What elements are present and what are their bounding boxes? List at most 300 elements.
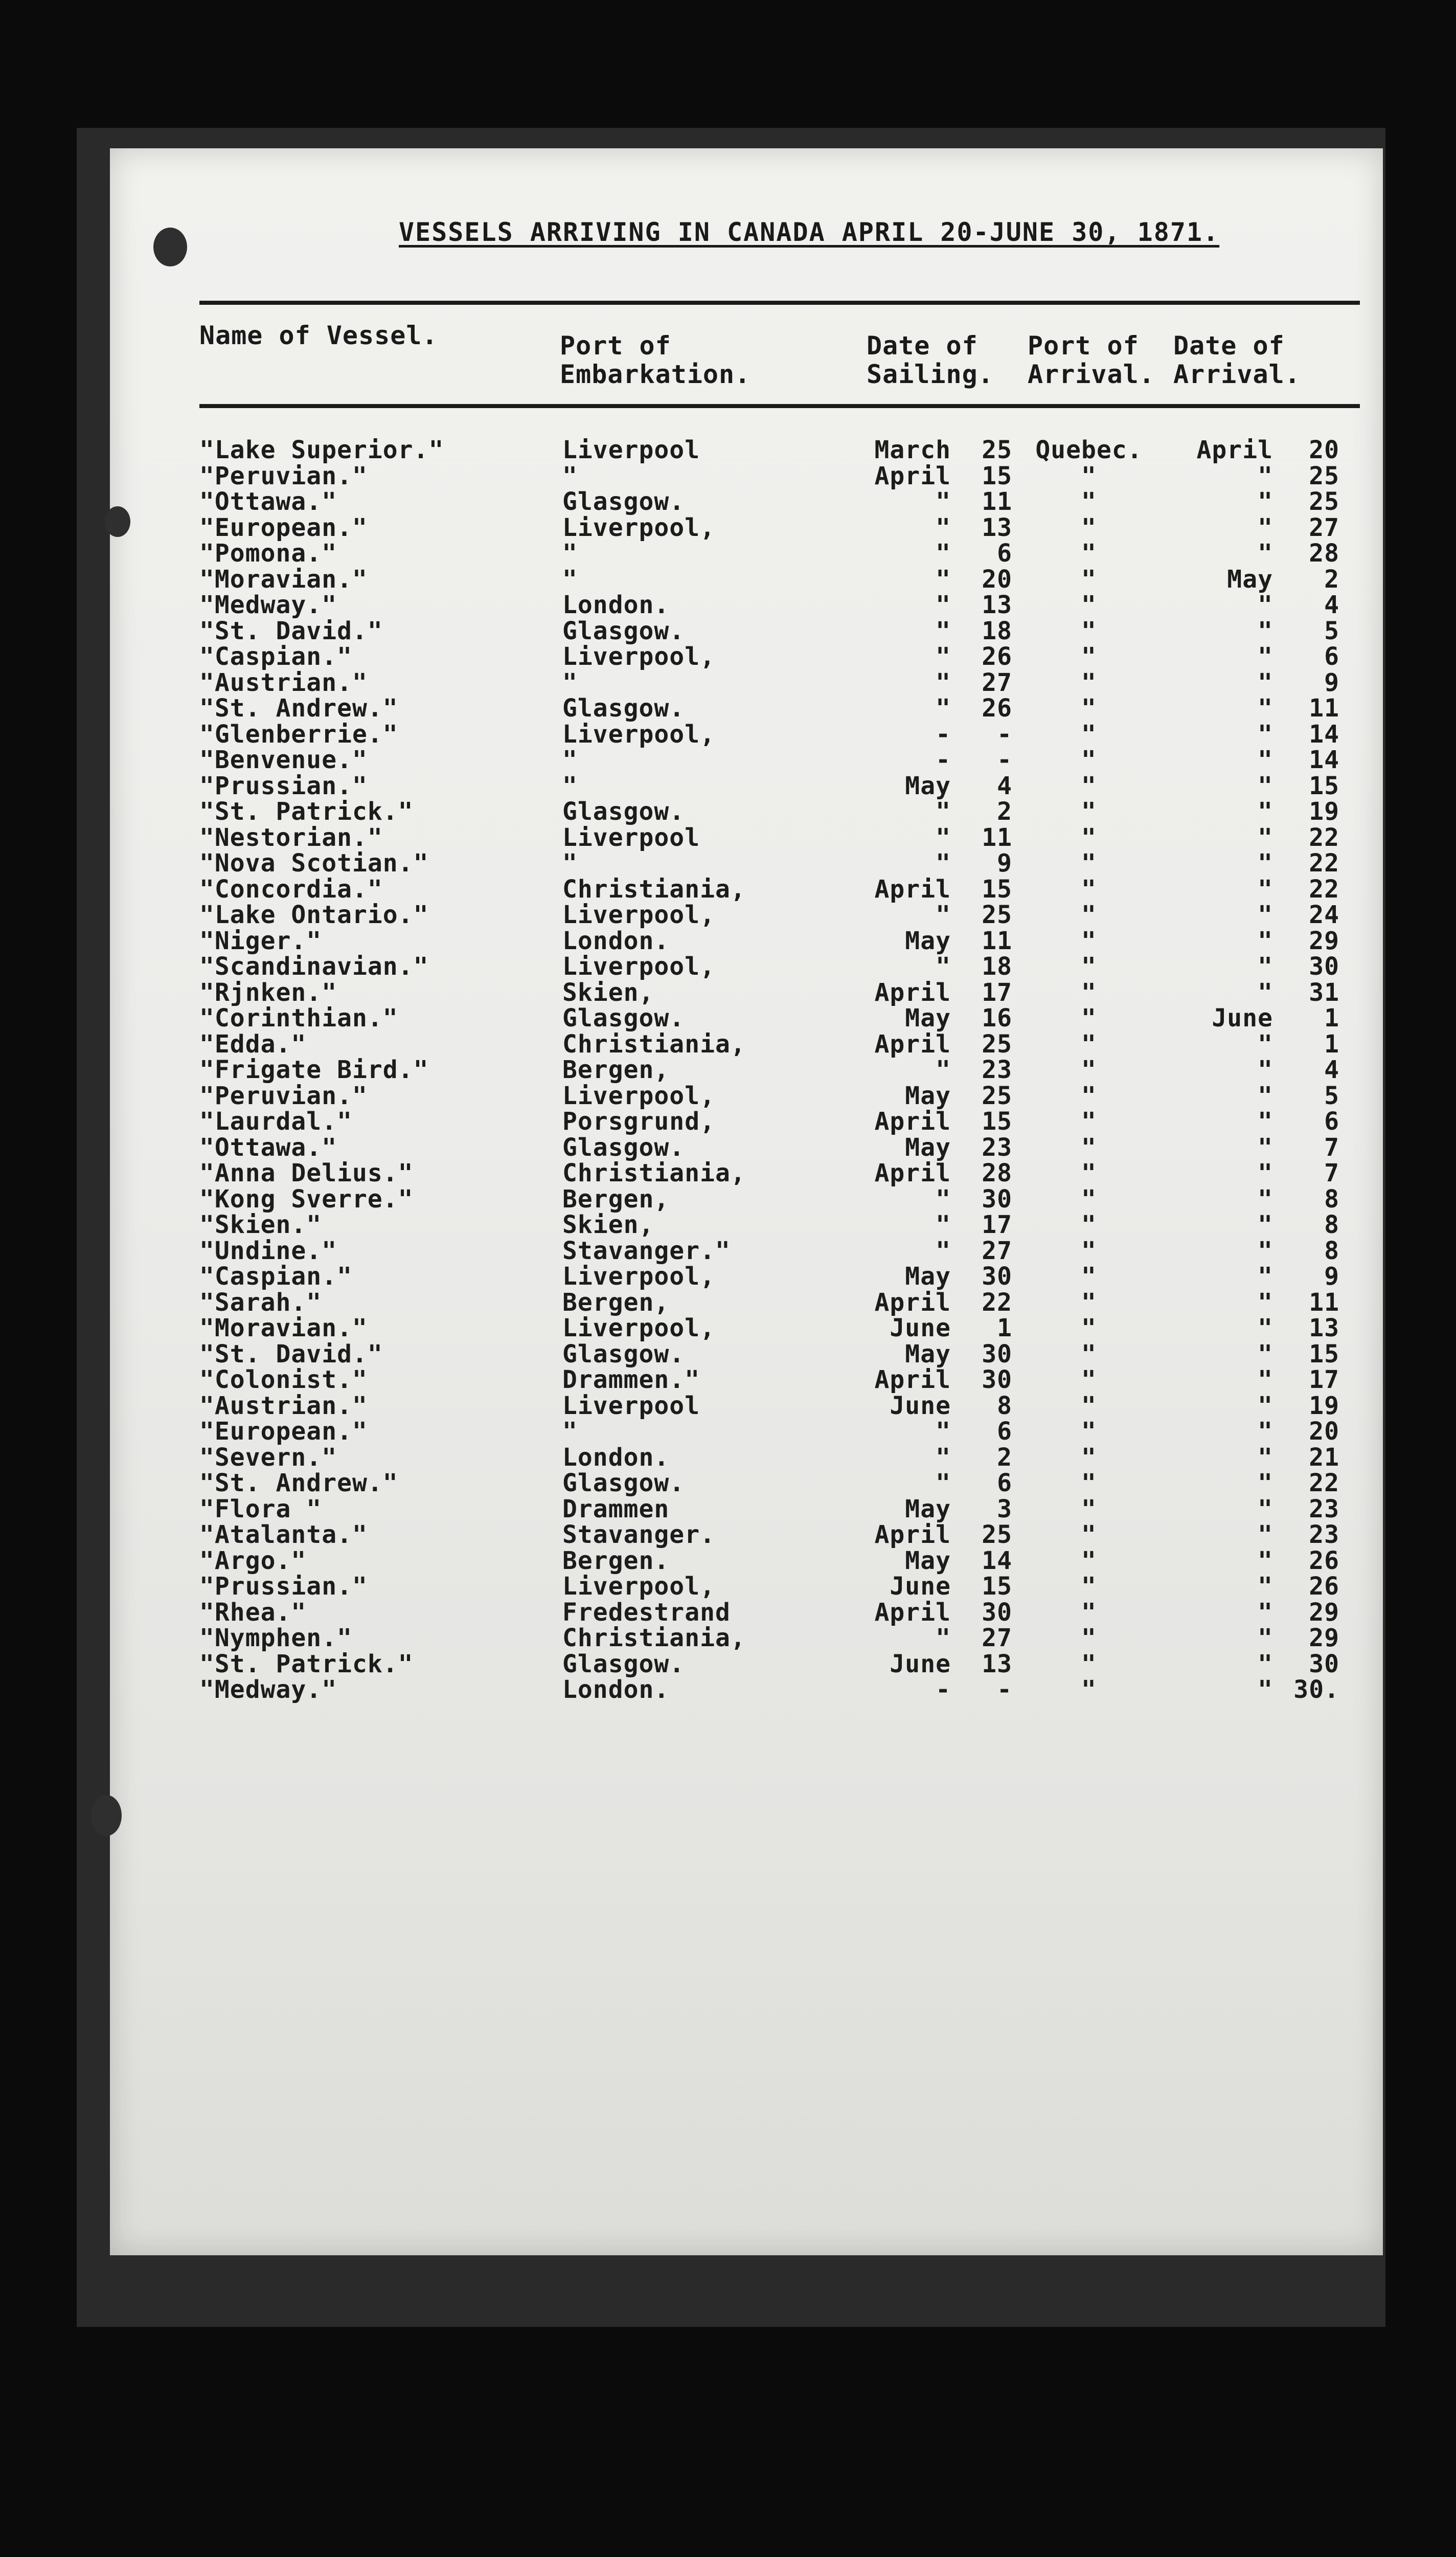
vessel-name: "Frigate Bird." (199, 1056, 429, 1084)
table-row (0, 1290, 1456, 1316)
arrival-port: " (1081, 1004, 1097, 1033)
document-title: VESSELS ARRIVING IN CANADA APRIL 20-JUNE 30, 1871. (399, 217, 1220, 247)
vessel-name: "St. Patrick." (199, 797, 414, 826)
arrival-day: 26 (1309, 1572, 1339, 1601)
arrival-day: 23 (1309, 1520, 1339, 1549)
arrival-port: " (1081, 1546, 1097, 1575)
binder-hole-icon (91, 1795, 122, 1836)
table-row (0, 592, 1456, 618)
vessel-name: "Colonist." (199, 1365, 368, 1394)
embarkation-port: Liverpool (562, 823, 700, 852)
arrival-month: " (1258, 1029, 1273, 1059)
arrival-month: " (1258, 771, 1273, 800)
sailing-day: 27 (982, 668, 1012, 697)
sailing-day: 4 (997, 771, 1012, 800)
table-row (0, 1160, 1456, 1186)
arrival-month: " (1258, 926, 1273, 955)
arrival-month: " (1258, 1056, 1273, 1084)
embarkation-port: Bergen, (562, 1288, 670, 1317)
arrival-month: " (1258, 642, 1273, 671)
arrival-month: " (1258, 746, 1273, 774)
sailing-month: May (905, 1494, 951, 1523)
arrival-day: 13 (1309, 1314, 1339, 1342)
embarkation-port: Glasgow. (562, 694, 685, 723)
arrival-month: " (1258, 1494, 1273, 1523)
sailing-month: April (874, 1029, 951, 1059)
arrival-month: " (1258, 1546, 1273, 1575)
sailing-day: 18 (982, 616, 1012, 645)
arrival-day: 2 (1324, 565, 1339, 594)
arrival-port: " (1081, 978, 1097, 1007)
arrival-month: " (1258, 1520, 1273, 1549)
table-row (0, 954, 1456, 980)
vessel-name: "European." (199, 1417, 368, 1446)
embarkation-port: Christiania, (562, 874, 746, 904)
embarkation-port: Glasgow. (562, 797, 685, 826)
table-row (0, 825, 1456, 851)
vessel-name: "Laurdal." (199, 1107, 352, 1136)
vessel-name: "Nymphen." (199, 1624, 352, 1652)
table-row (0, 437, 1456, 463)
embarkation-port: Christiania, (562, 1159, 746, 1187)
sailing-month: April (874, 461, 951, 490)
embarkation-port: Skien, (562, 978, 654, 1007)
table-row (0, 747, 1456, 773)
sailing-day: 13 (982, 1649, 1012, 1678)
vessel-name: "St. Patrick." (199, 1649, 414, 1678)
arrival-port: " (1081, 901, 1097, 929)
vessel-name: "Moravian." (199, 565, 368, 594)
sailing-day: 3 (997, 1494, 1012, 1523)
sailing-day: 26 (982, 694, 1012, 723)
table-row (0, 1057, 1456, 1083)
sailing-day: 15 (982, 1107, 1012, 1136)
sailing-day: 15 (982, 461, 1012, 490)
sailing-month: June (890, 1391, 951, 1420)
arrival-day: 22 (1309, 1469, 1339, 1497)
arrival-month: " (1258, 1133, 1273, 1162)
arrival-month: " (1258, 1443, 1273, 1472)
table-row (0, 1548, 1456, 1574)
arrival-port: " (1081, 1314, 1097, 1342)
embarkation-port: Liverpool (562, 436, 700, 464)
vessel-name: "Nova Scotian." (199, 849, 429, 878)
table-row (0, 1212, 1456, 1238)
sailing-month: " (936, 823, 951, 852)
sailing-day: 25 (982, 1520, 1012, 1549)
arrival-month: " (1258, 1624, 1273, 1652)
arrival-port: " (1081, 720, 1097, 749)
vessel-name: "Medway." (199, 1675, 337, 1704)
vessel-name: "Undine." (199, 1236, 337, 1265)
sailing-month: - (936, 1675, 951, 1704)
arrival-month: " (1258, 1391, 1273, 1420)
sailing-day: 18 (982, 952, 1012, 981)
embarkation-port: Christiania, (562, 1029, 746, 1059)
arrival-month: " (1258, 1339, 1273, 1369)
arrival-port: " (1081, 1391, 1097, 1420)
sailing-day: 25 (982, 1029, 1012, 1059)
sailing-month: - (936, 720, 951, 749)
header-top-rule (199, 301, 1360, 305)
sailing-month: " (936, 901, 951, 929)
sailing-day: 23 (982, 1056, 1012, 1084)
sailing-month: April (874, 978, 951, 1007)
sailing-month: June (890, 1572, 951, 1601)
vessel-name: "Kong Sverre." (199, 1184, 414, 1214)
table-row (0, 1522, 1456, 1548)
arrival-port: " (1081, 874, 1097, 904)
arrival-month: " (1258, 797, 1273, 826)
header-date-of-arrival: Date of Arrival. (1173, 331, 1301, 389)
arrival-month: " (1258, 461, 1273, 490)
arrival-month: " (1258, 1159, 1273, 1187)
embarkation-port: Bergen, (562, 1184, 670, 1214)
arrival-day: 4 (1324, 591, 1339, 619)
arrival-month: April (1196, 436, 1273, 464)
sailing-day: 11 (982, 823, 1012, 852)
arrival-month: " (1258, 513, 1273, 542)
sailing-day: 13 (982, 513, 1012, 542)
embarkation-port: Glasgow. (562, 1469, 685, 1497)
sailing-day: 20 (982, 565, 1012, 594)
arrival-day: 30 (1309, 952, 1339, 981)
sailing-day: 15 (982, 1572, 1012, 1601)
embarkation-port: Bergen, (562, 1056, 670, 1084)
sailing-month: June (890, 1649, 951, 1678)
embarkation-port: " (562, 849, 578, 878)
arrival-port: " (1081, 823, 1097, 852)
vessel-name: "Peruvian." (199, 1081, 368, 1110)
arrival-day: 29 (1309, 1598, 1339, 1627)
embarkation-port: " (562, 539, 578, 568)
vessel-name: "Rhea." (199, 1598, 307, 1627)
table-row (0, 1135, 1456, 1161)
arrival-port: " (1081, 616, 1097, 645)
arrival-day: 8 (1324, 1236, 1339, 1265)
sailing-month: " (936, 539, 951, 568)
arrival-month: " (1258, 1288, 1273, 1317)
sailing-month: " (936, 1236, 951, 1265)
arrival-month: " (1258, 720, 1273, 749)
sailing-month: " (936, 952, 951, 981)
vessel-name: "Rjnken." (199, 978, 337, 1007)
sailing-day: 15 (982, 874, 1012, 904)
arrival-day: 9 (1324, 1262, 1339, 1291)
sailing-day: 6 (997, 1469, 1012, 1497)
arrival-day: 19 (1309, 797, 1339, 826)
embarkation-port: Bergen. (562, 1546, 670, 1575)
table-row (0, 1496, 1456, 1522)
embarkation-port: Liverpool, (562, 1572, 715, 1601)
arrival-port: " (1081, 1365, 1097, 1394)
arrival-port: " (1081, 952, 1097, 981)
sailing-day: 30 (982, 1184, 1012, 1214)
sailing-day: 17 (982, 978, 1012, 1007)
embarkation-port: Stavanger. (562, 1520, 715, 1549)
vessel-name: "Corinthian." (199, 1004, 398, 1033)
sailing-month: " (936, 1469, 951, 1497)
sailing-day: 30 (982, 1365, 1012, 1394)
vessel-name: "Concordia." (199, 874, 383, 904)
embarkation-port: " (562, 668, 578, 697)
arrival-month: " (1258, 823, 1273, 852)
sailing-month: April (874, 1365, 951, 1394)
arrival-month: " (1258, 1210, 1273, 1239)
table-row (0, 1031, 1456, 1058)
arrival-port: " (1081, 1288, 1097, 1317)
arrival-port: " (1081, 487, 1097, 516)
table-row (0, 1677, 1456, 1703)
vessel-name: "Prussian." (199, 771, 368, 800)
embarkation-port: Christiania, (562, 1624, 746, 1652)
arrival-month: " (1258, 1262, 1273, 1291)
sailing-month: " (936, 1417, 951, 1446)
table-row (0, 670, 1456, 696)
table-row (0, 1109, 1456, 1135)
arrival-port: " (1081, 1469, 1097, 1497)
table-row (0, 1393, 1456, 1419)
sailing-month: March (874, 436, 951, 464)
sailing-day: 14 (982, 1546, 1012, 1575)
header-date-of-sailing: Date of Sailing. (867, 331, 994, 389)
arrival-port: " (1081, 1339, 1097, 1369)
embarkation-port: Drammen." (562, 1365, 700, 1394)
table-row (0, 722, 1456, 748)
arrival-day: 8 (1324, 1184, 1339, 1214)
arrival-port: " (1081, 849, 1097, 878)
arrival-day: 22 (1309, 874, 1339, 904)
vessel-name: "Edda." (199, 1029, 307, 1059)
arrival-port: " (1081, 1520, 1097, 1549)
embarkation-port: Liverpool, (562, 642, 715, 671)
sailing-month: " (936, 849, 951, 878)
table-row (0, 515, 1456, 541)
sailing-month: April (874, 1598, 951, 1627)
arrival-port: " (1081, 1159, 1097, 1187)
table-row (0, 773, 1456, 799)
arrival-port: " (1081, 1236, 1097, 1265)
header-name-of-vessel: Name of Vessel. (199, 321, 438, 350)
arrival-day: 27 (1309, 513, 1339, 542)
table-row (0, 799, 1456, 825)
arrival-month: " (1258, 1184, 1273, 1214)
embarkation-port: London. (562, 591, 670, 619)
embarkation-port: Liverpool, (562, 720, 715, 749)
sailing-month: April (874, 1520, 951, 1549)
arrival-port: " (1081, 1107, 1097, 1136)
binder-hole-icon (153, 228, 187, 266)
arrival-day: 29 (1309, 926, 1339, 955)
sailing-day: - (997, 720, 1012, 749)
arrival-day: 6 (1324, 1107, 1339, 1136)
vessel-name: "Prussian." (199, 1572, 368, 1601)
sailing-month: April (874, 1159, 951, 1187)
arrival-port: Quebec. (1035, 436, 1143, 464)
vessel-name: "St. Andrew." (199, 1469, 398, 1497)
table-row (0, 928, 1456, 954)
arrival-port: " (1081, 1081, 1097, 1110)
arrival-month: " (1258, 874, 1273, 904)
arrival-day: 30 (1309, 1649, 1339, 1678)
arrival-port: " (1081, 1184, 1097, 1214)
arrival-port: " (1081, 1675, 1097, 1704)
arrival-day: 11 (1309, 694, 1339, 723)
sailing-month: " (936, 668, 951, 697)
sailing-month: May (905, 926, 951, 955)
sailing-day: 9 (997, 849, 1012, 878)
table-row (0, 618, 1456, 644)
arrival-month: " (1258, 1236, 1273, 1265)
arrival-month: " (1258, 487, 1273, 516)
embarkation-port: London. (562, 926, 670, 955)
arrival-day: 29 (1309, 1624, 1339, 1652)
sailing-day: - (997, 746, 1012, 774)
table-row (0, 644, 1456, 670)
sailing-month: May (905, 1546, 951, 1575)
arrival-port: " (1081, 461, 1097, 490)
table-row (0, 489, 1456, 515)
arrival-port: " (1081, 1443, 1097, 1472)
arrival-day: 20 (1309, 1417, 1339, 1446)
table-row (0, 874, 1456, 904)
sailing-month: " (936, 642, 951, 671)
vessel-name: "Skien." (199, 1210, 322, 1239)
embarkation-port: Liverpool (562, 1391, 700, 1420)
arrival-day: 8 (1324, 1210, 1339, 1239)
arrival-month: " (1258, 952, 1273, 981)
table-row (0, 902, 1456, 928)
embarkation-port: Liverpool, (562, 1314, 715, 1342)
embarkation-port: Glasgow. (562, 1133, 685, 1162)
sailing-day: 26 (982, 642, 1012, 671)
arrival-port: " (1081, 1133, 1097, 1162)
arrival-port: " (1081, 1624, 1097, 1652)
embarkation-port: Porsgrund, (562, 1107, 715, 1136)
embarkation-port: Glasgow. (562, 1649, 685, 1678)
embarkation-port: " (562, 461, 578, 490)
sailing-month: " (936, 616, 951, 645)
vessel-name: "Pomona." (199, 539, 337, 568)
sailing-day: 27 (982, 1624, 1012, 1652)
arrival-port: " (1081, 1598, 1097, 1627)
sailing-month: " (936, 591, 951, 619)
arrival-month: " (1258, 591, 1273, 619)
header-port-of-embarkation: Port of Embarkation. (560, 331, 751, 389)
vessel-name: "Ottawa." (199, 487, 337, 516)
vessel-list (0, 437, 1456, 1703)
arrival-day: 1 (1324, 1029, 1339, 1059)
sailing-day: 8 (997, 1391, 1012, 1420)
arrival-day: 11 (1309, 1288, 1339, 1317)
arrival-month: " (1258, 1314, 1273, 1342)
table-row (0, 1470, 1456, 1496)
table-row (0, 567, 1456, 593)
vessel-name: "Austrian." (199, 1391, 368, 1420)
vessel-name: "Glenberrie." (199, 720, 398, 749)
sailing-day: 22 (982, 1288, 1012, 1317)
sailing-month: April (874, 874, 951, 904)
arrival-month: " (1258, 1417, 1273, 1446)
vessel-name: "Argo." (199, 1546, 307, 1575)
embarkation-port: London. (562, 1675, 670, 1704)
vessel-name: "Niger." (199, 926, 322, 955)
arrival-port: " (1081, 539, 1097, 568)
vessel-name: "Severn." (199, 1443, 337, 1472)
sailing-day: 13 (982, 591, 1012, 619)
table-row (0, 1238, 1456, 1264)
vessel-name: "St. David." (199, 616, 383, 645)
arrival-month: " (1258, 901, 1273, 929)
sailing-day: 2 (997, 797, 1012, 826)
arrival-day: 9 (1324, 668, 1339, 697)
arrival-day: 22 (1309, 849, 1339, 878)
sailing-day: 11 (982, 487, 1012, 516)
sailing-day: 23 (982, 1133, 1012, 1162)
arrival-month: May (1227, 565, 1273, 594)
arrival-day: 14 (1309, 746, 1339, 774)
sailing-day: - (997, 1675, 1012, 1704)
arrival-month: " (1258, 978, 1273, 1007)
vessel-name: "Lake Superior." (199, 436, 444, 464)
table-row (0, 1186, 1456, 1213)
sailing-month: April (874, 1288, 951, 1317)
sailing-day: 27 (982, 1236, 1012, 1265)
sailing-month: " (936, 1184, 951, 1214)
arrival-day: 4 (1324, 1056, 1339, 1084)
sailing-day: 30 (982, 1598, 1012, 1627)
arrival-month: " (1258, 539, 1273, 568)
arrival-port: " (1081, 771, 1097, 800)
arrival-port: " (1081, 1417, 1097, 1446)
embarkation-port: Stavanger." (562, 1236, 731, 1265)
arrival-day: 28 (1309, 539, 1339, 568)
arrival-day: 19 (1309, 1391, 1339, 1420)
table-row (0, 1625, 1456, 1651)
arrival-day: 30. (1293, 1675, 1339, 1704)
sailing-day: 1 (997, 1314, 1012, 1342)
vessel-name: "Austrian." (199, 668, 368, 697)
sailing-day: 25 (982, 436, 1012, 464)
vessel-name: "St. David." (199, 1339, 383, 1369)
vessel-name: "Peruvian." (199, 461, 368, 490)
sailing-month: June (890, 1314, 951, 1342)
sailing-month: April (874, 1107, 951, 1136)
sailing-month: " (936, 1056, 951, 1084)
table-row (0, 1341, 1456, 1367)
arrival-month: " (1258, 1365, 1273, 1394)
arrival-day: 15 (1309, 771, 1339, 800)
arrival-month: " (1258, 1572, 1273, 1601)
table-row (0, 850, 1456, 877)
arrival-day: 22 (1309, 823, 1339, 852)
arrival-port: " (1081, 565, 1097, 594)
arrival-month: June (1212, 1004, 1273, 1033)
sailing-month: May (905, 1262, 951, 1291)
arrival-month: " (1258, 694, 1273, 723)
arrival-day: 7 (1324, 1159, 1339, 1187)
arrival-port: " (1081, 668, 1097, 697)
arrival-day: 5 (1324, 616, 1339, 645)
vessel-name: "Nestorian." (199, 823, 383, 852)
arrival-month: " (1258, 668, 1273, 697)
header-port-of-arrival: Port of Arrival. (1028, 331, 1155, 389)
table-row (0, 1651, 1456, 1677)
arrival-day: 7 (1324, 1133, 1339, 1162)
vessel-name: "European." (199, 513, 368, 542)
arrival-day: 17 (1309, 1365, 1339, 1394)
arrival-port: " (1081, 694, 1097, 723)
